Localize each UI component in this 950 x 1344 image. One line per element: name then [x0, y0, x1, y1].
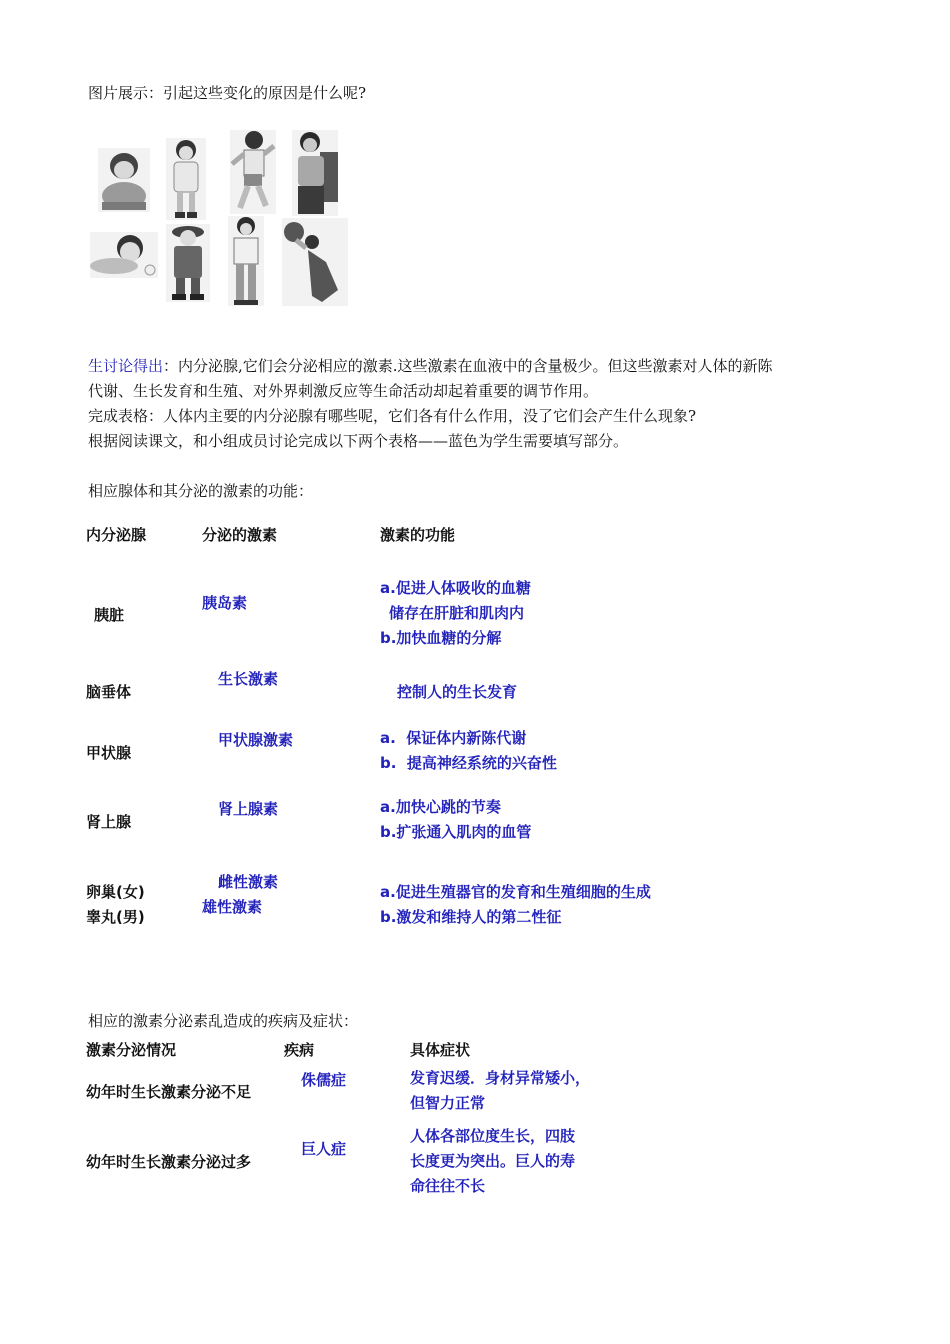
table2-header-situation: 激素分泌情况	[86, 1041, 177, 1059]
hormone-thyroxine: 甲状腺激素	[218, 731, 294, 749]
table2-caption: 相应的激素分泌素乱造成的疾病及症状：	[88, 1012, 359, 1030]
function-growth: 控制人的生长发育	[397, 683, 518, 701]
symptoms-dwarfism	[410, 1066, 590, 1116]
situation-deficiency: 幼年时生长激素分泌不足	[86, 1083, 252, 1101]
table2-header-disease: 疾病	[284, 1041, 315, 1059]
baby-photo-icon	[98, 148, 150, 212]
discussion-label: 生讨论得出	[88, 357, 164, 375]
table2-header-symptoms: 具体症状	[410, 1041, 471, 1059]
function-line: b.加快血糖的分解	[380, 629, 502, 647]
function-insulin	[380, 576, 531, 651]
function-line: b.激发和维持人的第二性征	[380, 908, 562, 926]
girl-photo-icon	[228, 216, 264, 306]
woman-photo-icon	[282, 218, 348, 306]
function-line: a.加快心跳的节奏	[380, 798, 501, 816]
gland-gonads	[86, 880, 145, 930]
discussion-line-4: 根据阅读课文，和小组成员讨论完成以下两个表格——蓝色为学生需要填写部分。	[88, 432, 629, 450]
symptom-line: 但智力正常	[410, 1094, 486, 1112]
function-line: 储存在肝脏和肌肉内	[389, 604, 525, 622]
intro-text: 图片展示：引起这些变化的原因是什么呢?	[88, 84, 367, 102]
table1-header-hormone: 分泌的激素	[202, 526, 278, 544]
man-photo-icon	[292, 130, 338, 216]
girl-photo-icon	[166, 224, 210, 302]
table1-header-function: 激素的功能	[380, 526, 456, 544]
function-line: a.促进人体吸收的血糖	[380, 579, 531, 597]
gland-testis: 睾丸(男)	[86, 908, 145, 926]
baby-photo-icon	[90, 232, 158, 278]
gland-ovary: 卵巢(女)	[86, 883, 145, 901]
hormone-growth: 生长激素	[218, 670, 279, 688]
hormone-androgen: 雄性激素	[202, 898, 263, 916]
discussion-line-2: 代谢、生长发育和生殖、对外界刺激反应等生命活动却起着重要的调节作用。	[88, 382, 599, 400]
function-thyroxine	[380, 726, 557, 776]
symptom-line: 命往往不长	[410, 1177, 486, 1195]
disease-dwarfism: 侏儒症	[301, 1071, 347, 1089]
hormone-insulin: 胰岛素	[202, 594, 248, 612]
discussion-text: ：内分泌腺,它们会分泌相应的激素.这些激素在血液中的含量极少。但这些激素对人体的新陈	[163, 357, 773, 375]
symptom-line: 发育迟缓．身材异常矮小，	[410, 1069, 591, 1087]
toddler-photo-icon	[166, 138, 206, 220]
gland-adrenal: 肾上腺	[86, 813, 132, 831]
symptom-line: 人体各部位度生长，四肢	[410, 1127, 576, 1145]
gland-pituitary: 脑垂体	[86, 683, 132, 701]
discussion-line-3: 完成表格：人体内主要的内分泌腺有哪些呢，它们各有什么作用，没了它们会产生什么现象?	[88, 407, 697, 425]
hormone-estrogen: 雌性激素	[218, 873, 279, 891]
symptom-line: 长度更为突出。巨人的寿	[410, 1152, 576, 1170]
hormone-adrenaline: 肾上腺素	[218, 800, 279, 818]
function-line: b.扩张通入肌肉的血管	[380, 823, 532, 841]
function-sex-hormones	[380, 880, 651, 930]
function-line: b. 提高神经系统的兴奋性	[380, 754, 557, 772]
child-photo-icon	[230, 130, 276, 214]
function-line: a. 保证体内新陈代谢	[380, 729, 527, 747]
disease-gigantism: 巨人症	[301, 1140, 347, 1158]
discussion-line-1	[88, 355, 773, 376]
table1-caption: 相应腺体和其分泌的激素的功能：	[88, 482, 314, 500]
situation-excess: 幼年时生长激素分泌过多	[86, 1153, 252, 1171]
table1-header-gland: 内分泌腺	[86, 526, 147, 544]
gland-pancreas: 胰脏	[94, 606, 125, 624]
symptoms-gigantism	[410, 1124, 575, 1199]
function-adrenaline	[380, 795, 531, 845]
gland-thyroid: 甲状腺	[86, 744, 132, 762]
function-line: a.促进生殖器官的发育和生殖细胞的生成	[380, 883, 651, 901]
